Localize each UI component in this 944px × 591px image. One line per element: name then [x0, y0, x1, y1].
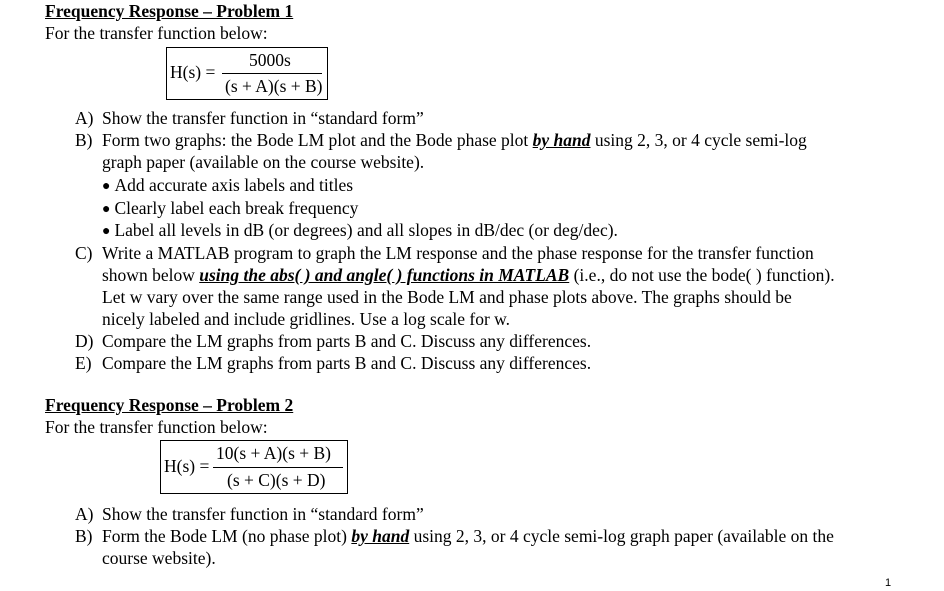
- problem2-item-b-line1: Form the Bode LM (no phase plot) by hand using 2, 3, or 4 cycle semi-log graph paper (available on the: [102, 526, 834, 546]
- problem1-item-b-line1: Form two graphs: the Bode LM plot and the Bode phase plot by hand using 2, 3, or 4 cycle semi-log: [102, 130, 807, 150]
- problem1-item-c-line3: Let w vary over the same range used in the Bode LM and phase plots above. The graphs should be: [102, 287, 792, 307]
- problem1-bullet-3: ● Label all levels in dB (or degrees) and all slopes in dB/dec (or deg/dec).: [102, 220, 618, 240]
- problem1-item-d-label: D): [75, 331, 94, 351]
- problem1-item-c-line2: shown below using the abs( ) and angle( ) functions in MATLAB (i.e., do not use the bode( ) function).: [102, 265, 835, 285]
- problem2-numerator: 10(s + A)(s + B): [216, 443, 332, 463]
- problem1-heading: Frequency Response – Problem 1: [45, 1, 294, 21]
- by-hand-emphasis: by hand: [351, 526, 410, 546]
- problem1-item-e-text: Compare the LM graphs from parts B and C. Discuss any differences.: [102, 353, 592, 373]
- problem2-item-a-label: A): [75, 504, 94, 524]
- problem1-item-c-line1: Write a MATLAB program to graph the LM response and the phase response for the transfer function: [102, 243, 814, 263]
- problem1-item-b-line2: graph paper (available on the course website).: [102, 152, 425, 172]
- problem2-intro: For the transfer function below:: [45, 417, 268, 437]
- problem1-item-b-label: B): [75, 130, 93, 150]
- problem1-item-c-line4: nicely labeled and include gridlines. Use a log scale for w.: [102, 309, 511, 329]
- page-number: 1: [885, 577, 892, 589]
- bullet-icon: ●: [102, 179, 111, 194]
- problem2-equation: [160, 440, 348, 494]
- problem1-intro: For the transfer function below:: [45, 23, 268, 43]
- problem2-item-b-label: B): [75, 526, 93, 546]
- problem1-denominator: (s + A)(s + B): [225, 76, 323, 96]
- by-hand-emphasis: by hand: [532, 130, 591, 150]
- problem2-item-b-line2: course website).: [102, 548, 216, 568]
- problem1-item-e-label: E): [75, 353, 92, 373]
- problem1-numerator: 5000s: [249, 50, 291, 70]
- problem2-heading: Frequency Response – Problem 2: [45, 395, 294, 415]
- problem1-item-a-text: Show the transfer function in “standard form”: [102, 108, 424, 128]
- problem1-lhs: H(s) =: [170, 62, 216, 82]
- problem1-item-d-text: Compare the LM graphs from parts B and C. Discuss any differences.: [102, 331, 592, 351]
- problem1-bullet-1: ● Add accurate axis labels and titles: [102, 175, 354, 195]
- problem1-bullet-2: ● Clearly label each break frequency: [102, 198, 359, 218]
- bullet-icon: ●: [102, 224, 111, 239]
- problem1-item-c-label: C): [75, 243, 93, 263]
- problem1-fraction-bar: [222, 73, 322, 74]
- bullet-icon: ●: [102, 202, 111, 217]
- problem2-lhs: H(s) =: [164, 456, 210, 476]
- problem2-fraction-bar: [213, 467, 343, 468]
- problem1-item-a-label: A): [75, 108, 94, 128]
- problem2-denominator: (s + C)(s + D): [227, 470, 326, 490]
- matlab-functions-emphasis: using the abs( ) and angle( ) functions in MATLAB: [199, 265, 570, 285]
- problem2-item-a-text: Show the transfer function in “standard form”: [102, 504, 424, 524]
- problem1-equation: [166, 47, 328, 100]
